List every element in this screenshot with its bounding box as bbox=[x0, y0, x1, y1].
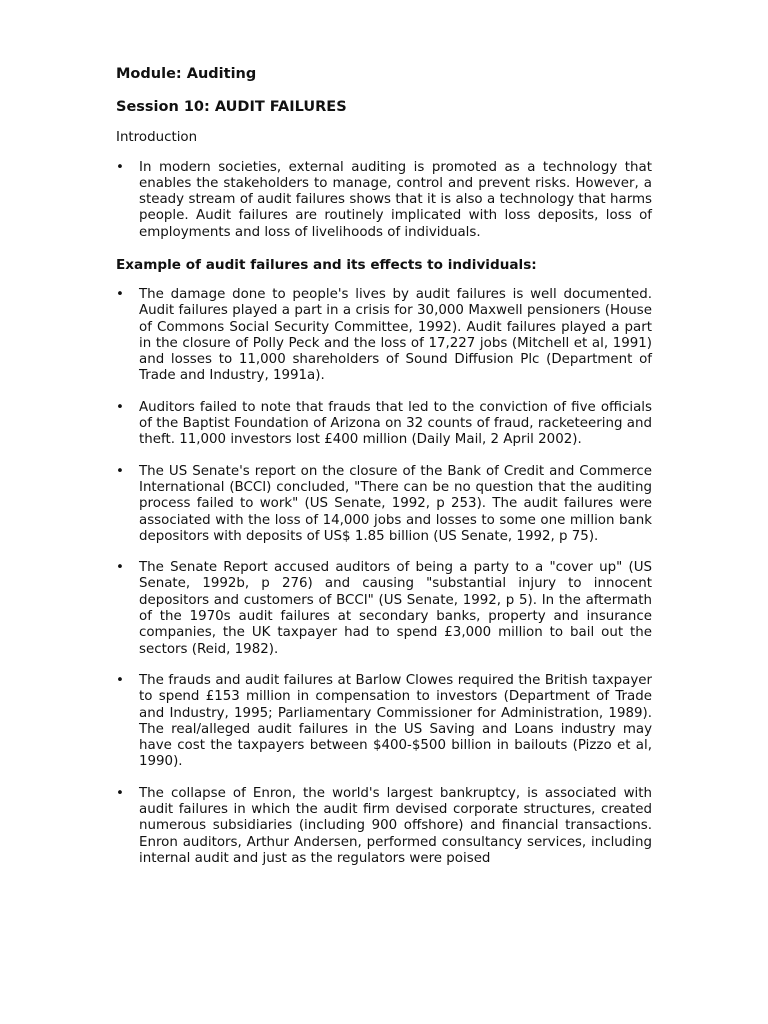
list-item bbox=[116, 160, 652, 241]
module-title: Module: Auditing bbox=[116, 66, 257, 82]
bullet-text: Auditors failed to note that frauds that led to the conviction of five officials of the Baptist Foundation of Arizona on 32 counts of fraud, racketeering and theft. 11,000 investors lost £400 million (Daily Mail, 2 April 2002). bbox=[139, 399, 652, 448]
list-item bbox=[116, 287, 652, 385]
list-item bbox=[116, 673, 652, 771]
bullet-icon: • bbox=[116, 159, 124, 175]
list-item bbox=[116, 464, 652, 545]
bullet-text: The US Senate's report on the closure of the Bank of Credit and Commerce International (BCCI) concluded, "There can be no question that the auditing process failed to work" (US Senate, 1992, p 253). The audit failures were associated with the loss of 14,000 jobs and losses to some one million bank depositors with deposits of US$ 1.85 billion (US Senate, 1992, p 75). bbox=[139, 463, 652, 544]
bullet-icon: • bbox=[116, 672, 124, 688]
introduction-label: Introduction bbox=[116, 130, 198, 145]
list-item bbox=[116, 560, 652, 658]
list-item bbox=[116, 400, 652, 449]
list-item bbox=[116, 786, 652, 867]
examples-heading: Example of audit failures and its effects to individuals: bbox=[116, 256, 537, 273]
bullet-text: The collapse of Enron, the world's largest bankruptcy, is associated with audit failures in which the audit firm devised corporate structures, created numerous subsidiaries (including 900 offshore) and financial transactions. Enron auditors, Arthur Andersen, performed consultancy services, including internal audit and just as the regulators were poised bbox=[139, 785, 652, 866]
intro-bullet-list bbox=[116, 160, 652, 241]
bullet-icon: • bbox=[116, 399, 124, 415]
document-page bbox=[116, 64, 652, 883]
session-title: Session 10: AUDIT FAILURES bbox=[116, 99, 347, 115]
bullet-text: The damage done to people's lives by audit failures is well documented. Audit failures played a part in a crisis for 30,000 Maxwell pensioners (House of Commons Social Security Committee, 1992). Audit failures played a part in the closure of Polly Peck and the loss of 17,227 jobs (Mitchell et al, 1991) and losses to 11,000 shareholders of Sound Diffusion Plc (Department of Trade and Industry, 1991a). bbox=[139, 286, 652, 384]
bullet-text: In modern societies, external auditing is promoted as a technology that enables the stakeholders to manage, control and prevent risks. However, a steady stream of audit failures shows that it is also a technology that harms people. Audit failures are routinely implicated with loss deposits, loss of employments and loss of livelihoods of individuals. bbox=[139, 159, 652, 240]
bullet-text: The Senate Report accused auditors of being a party to a "cover up" (US Senate, 1992b, p 276) and causing "substantial injury to innocent depositors and customers of BCCI" (US Senate, 1992, p 5). In the aftermath of the 1970s audit failures at secondary banks, property and insurance companies, the UK taxpayer had to spend £3,000 million to bail out the sectors (Reid, 1982). bbox=[139, 560, 652, 657]
bullet-icon: • bbox=[116, 560, 124, 576]
bullet-text: The frauds and audit failures at Barlow Clowes required the British taxpayer to spend £153 million in compensation to investors (Department of Trade and Industry, 1995; Parliamentary Commissioner for Administration, 1989). The real/alleged audit failures in the US Saving and Loans industry may have cost the taxpayers between $400-$500 billion in bailouts (Pizzo et al, 1990). bbox=[139, 672, 652, 770]
bullet-icon: • bbox=[116, 286, 124, 302]
bullet-icon: • bbox=[116, 463, 124, 479]
bullet-icon: • bbox=[116, 785, 124, 801]
examples-bullet-list bbox=[116, 287, 652, 867]
